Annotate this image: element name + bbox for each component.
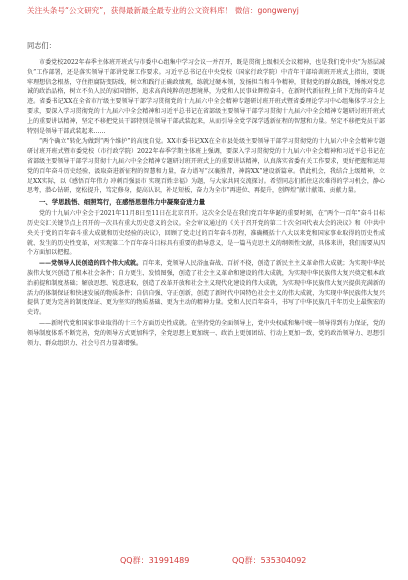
qq-group-1: QQ群：31991489 xyxy=(120,556,190,565)
qq-group-2: QQ群：535304092 xyxy=(232,556,307,565)
sub-heading: ——党领导人民创造的四个伟大成就。 xyxy=(39,260,143,268)
paragraph: “两个确立”转化为做到“两个维护”的高度自觉。XX市委书记XX在全市县处级主要领导干部学习贯彻党的十九届六中全会精神专题研讨班开班式暨市委党校（市行政学院）2022年春季学期主体班上强调，要深入学习贯彻党的十九届六中全会精神和习近平总书记在省部级主要领导干部学习贯彻十九届六中全会精神专题研讨班开班式上的重要讲话精神，认真落实省委有关工作要求，更好把握和运用党的百年奋斗历史经验，汲取奋进新征程的智慧和力量，奋力谱写“汉襄胜昔，神韵XX”建设新篇章。借此机会，我结合上级精神，立足XX实际，以《感悟百年伟力 冲刺百强县市 实现百姓幸福》为题，与大家共同交流探讨。希望同志们抓住这次难得的学习机会，静心思考，潜心钻研，宽松提升，笃定修身，提高认识，补足短板，奋力为全市“再进位、再提升，创辉煌”献计献策、贡献力量。 xyxy=(27,138,385,195)
paragraph: 市委党校2022年春季主体班开班式与市委中心组集中学习会议一并召开，既是贯彻上级相关会议精神，也是我们党中央“为基层减负”工作部署，还是落实领导干部讲党课工作要求。习近平总书记在中央党校（国家行政学院）中青年干部培训班开班式上指出，要既牢理想信念根基，守住拒腐防变防线，树立和践行正确政绩观，练就过硬本领，发扬担当和斗争精神，贯彻党的群众路线，锤炼对党忠诚的政治品格，树立不负人民的家国情怀，追求高尚纯粹的思想境界，为党和人民事业辉煌奋斗，在新时代新征程上留下无悔的奋斗足迹。省委书记XX在全省市厅级主要领导干部学习贯彻党的十九届六中全会精神专题研讨班开班式暨省委理论学习中心组集体学习会上要求，要深入学习贯彻党的十九届六中全会精神和习近平总书记在省部级主要领导干部学习贯彻十九届六中全会精神专题研讨班开班式上的重要讲话精神，坚定不移把党员干部特别是领导干部武装起来，从而引导全党学深学透新征程的智慧和力量。坚定不移把党员干部特别是领导干部武装起来…… xyxy=(27,59,385,135)
greeting: 同志们： xyxy=(27,41,56,50)
footer xyxy=(0,552,408,572)
banner-text: 关注头条号“公文研究”，获得最新最全最专业的公文资料库！ 微信：gongwenyj xyxy=(27,6,299,15)
top-banner xyxy=(0,0,408,26)
paragraph-text: 百年来，党领导人民浴血奋战、百折不挠，创造了新民主主义革命伟大成就；为实现中华民族伟大复兴创造了根本社会条件；自力更生、发愤图强，创造了社会主义革命和建设的伟大成就，为实现中华民族伟大复兴奠定根本政治前提和制度基础；解放思想、锐意进取，创造了改革开放和社会主义现代化建设的伟大成就，为实现中华民族伟大复兴提供充满新的活力的体制保证和快速发展的物质条件；自信自强、守正创新，创造了新时代中国特色社会主义的伟大成就，为实现中华民族伟大复兴提供了更为完善的制度保证、更为坚实的物质基础、更为主动的精神力量。党和人民百年奋斗，书写了中华民族几千年历史上最恢宏的史诗。 xyxy=(27,260,386,317)
paragraph: 党的十九届六中全会于2021年11月8日至11日在北京召开。这次全会是在我们党百年华诞的重要时刻，在“两个一百年”奋斗目标历史交汇关键节点上召开的一次具有重大历史意义的会议。全会审议通过的《关于召开党的第二十次全国代表大会的决议》和《中共中央关于党的百年奋斗重大成就和历史经验的决议》，回顾了党走过的百年奋斗历程，准确概括十八大以来党和国家事业取得的历史性成就、发生的历史性变革，对实现第二个百年奋斗目标具有重要的指导意义，是一篇马克思主义的纲领性文献，具体来讲，我们需要从四个方面加以把握。 xyxy=(27,210,385,257)
document-body xyxy=(27,40,385,349)
section-heading: 一、学思践悟、细照笃行，在感悟思想伟力中凝聚奋进力量 xyxy=(39,198,206,207)
paragraph: ——新时代党和国家事业取得的十三个方面历史性成就。在坚持党的全面领导上，党中央权威和集中统一领导得到有力保证，党的领导制度体系不断完善，党的领导方式更加科学，全党思想上更加统一、政治上更加团结、行动上更加一致，党的政治领导力、思想引领力、群众组织力、社会号召力显著增强。 xyxy=(27,319,385,347)
paragraph-with-subhead xyxy=(27,259,385,318)
